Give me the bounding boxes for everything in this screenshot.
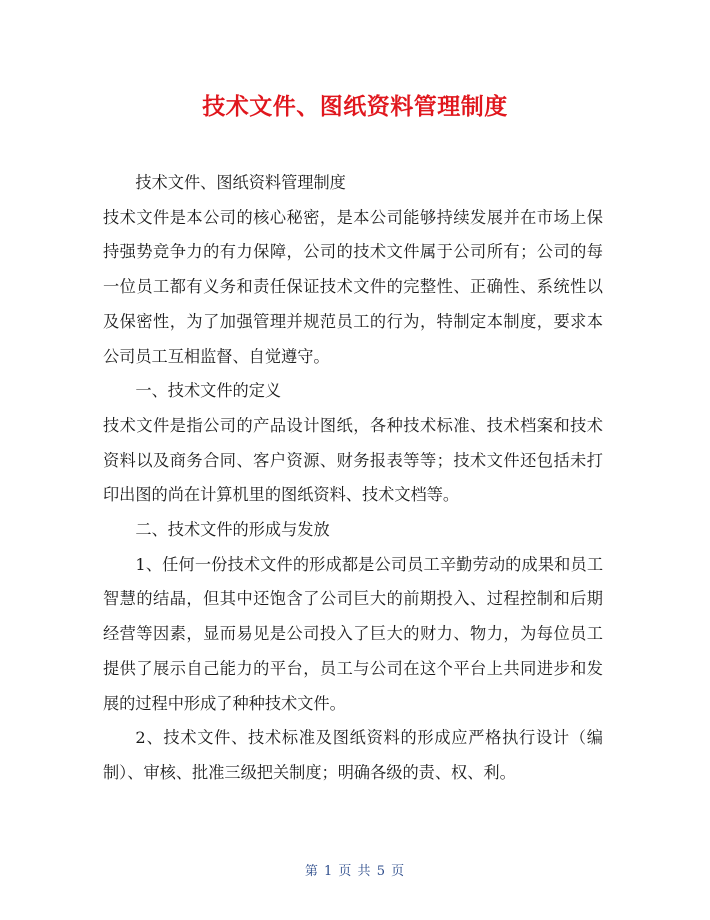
paragraph-definition: 技术文件是指公司的产品设计图纸，各种技术标准、技术档案和技术资料以及商务合同、客户资源、财务报表等等；技术文件还包括未打印出图的尚在计算机里的图纸资料、技术文档等。: [103, 415, 603, 505]
section-heading-formation: 二、技术文件的形成与发放: [135, 520, 330, 540]
document-body: [103, 166, 603, 791]
paragraph-intro: 技术文件是本公司的核心秘密，是本公司能够持续发展并在市场上保持强势竞争力的有力保障，公司的技术文件属于公司所有；公司的每一位员工都有义务和责任保证技术文件的完整性、正确性、系统性以及保密性，为了加强管理并规范员工的行为，特制定本制度，要求本公司员工互相监督、自觉遵守。: [103, 207, 603, 366]
document-title: 技术文件、图纸资料管理制度: [202, 94, 508, 120]
paragraph-item-1: 1、任何一份技术文件的形成都是公司员工辛勤劳动的成果和员工智慧的结晶，但其中还饱含了公司巨大的前期投入、过程控制和后期经营等因素，显而易见是公司投入了巨大的财力、物力，为每位员工提供了展示自己能力的平台，员工与公司在这个平台上共同进步和发展的过程中形成了种种技术文件。: [103, 554, 603, 713]
paragraph-heading: 技术文件、图纸资料管理制度: [135, 173, 346, 192]
section-heading-definition: 一、技术文件的定义: [135, 381, 282, 401]
paragraph-item-2: 2、技术文件、技术标准及图纸资料的形成应严格执行设计（编制）、审核、批准三级把关制度；明确各级的责、权、利。: [103, 728, 603, 782]
page-number-footer: 第 1 页 共 5 页: [304, 864, 406, 879]
